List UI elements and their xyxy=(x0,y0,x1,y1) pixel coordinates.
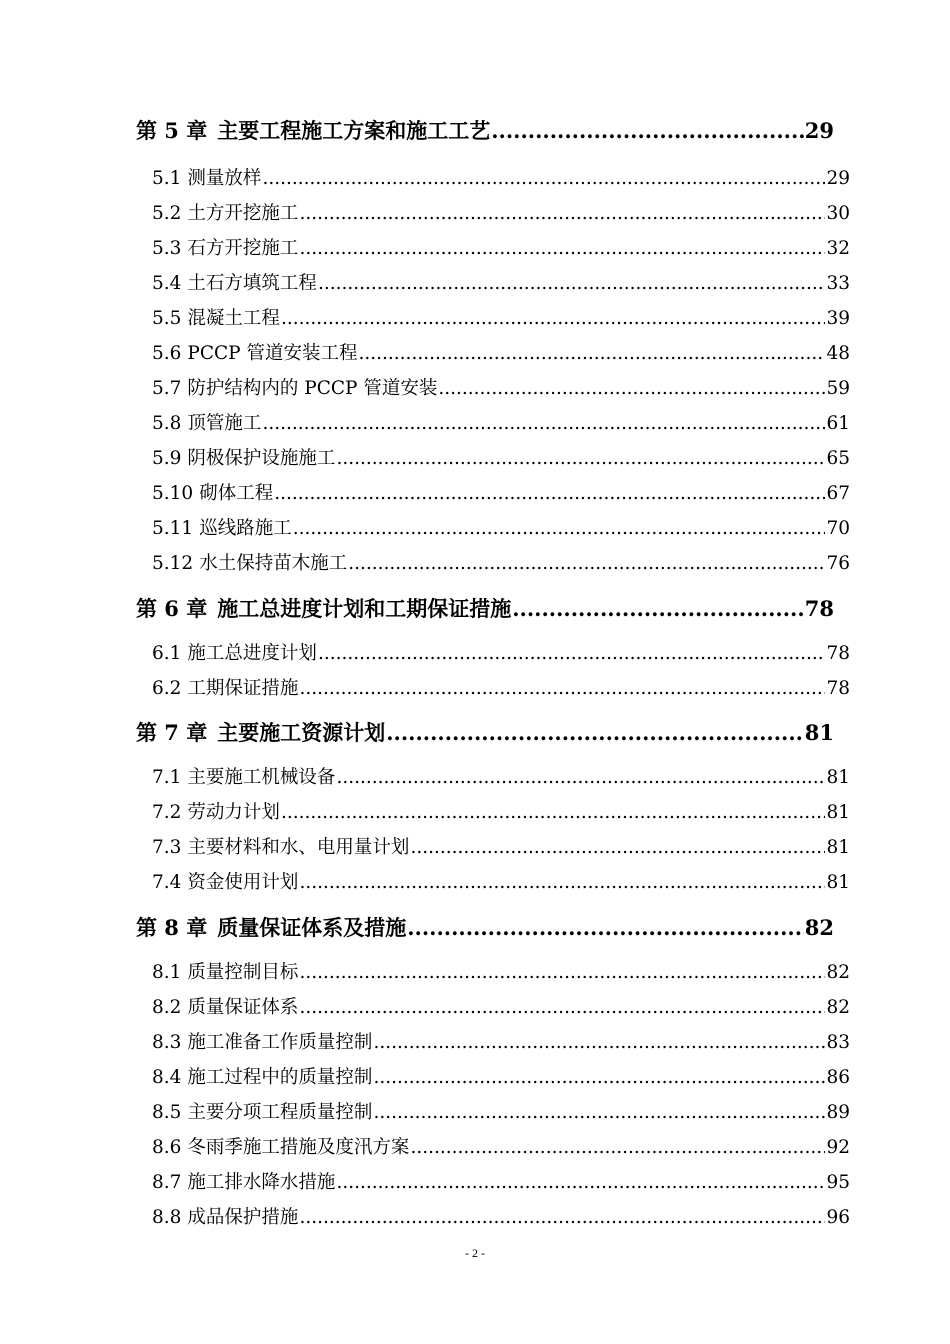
toc-entry-number: 第 6 章 xyxy=(136,596,208,621)
toc-entry-title xyxy=(152,994,298,1022)
toc-section-entry[interactable] xyxy=(152,764,850,792)
toc-entry-label: 质量保证体系 xyxy=(187,997,299,1018)
toc-entry-number: 5.5 xyxy=(152,308,182,329)
toc-section-entry[interactable] xyxy=(152,1029,850,1057)
toc-entry-title xyxy=(152,550,347,578)
dot-leader xyxy=(299,200,825,228)
toc-section-entry[interactable] xyxy=(152,834,850,862)
toc-entry-label: 土方开挖施工 xyxy=(187,203,299,224)
toc-entry-number: 5.8 xyxy=(152,413,182,434)
dot-leader xyxy=(512,594,804,624)
toc-entry-page: 67 xyxy=(826,483,850,504)
toc-entry-title xyxy=(152,799,280,827)
dot-leader xyxy=(281,799,826,827)
toc-entry-number: 5.1 xyxy=(152,168,182,189)
toc-entry-label: 冬雨季施工措施及度汛方案 xyxy=(187,1137,410,1158)
toc-entry-title xyxy=(152,1204,298,1232)
toc-entry-label: 主要工程施工方案和施工工艺 xyxy=(217,118,491,143)
toc-entry-label: 巡线路施工 xyxy=(199,518,292,539)
toc-entry-number: 5.9 xyxy=(152,448,182,469)
dot-leader xyxy=(491,116,804,146)
toc-section-entry[interactable] xyxy=(152,1204,850,1232)
toc-entry-page: 81 xyxy=(826,767,850,788)
toc-entry-title xyxy=(152,340,358,368)
toc-entry-label: 砌体工程 xyxy=(199,483,274,504)
toc-entry-number: 8.1 xyxy=(152,962,182,983)
toc-entry-number: 5.2 xyxy=(152,203,182,224)
toc-entry-number: 5.11 xyxy=(152,518,194,539)
dot-leader xyxy=(281,305,826,333)
toc-entry-label: 施工准备工作质量控制 xyxy=(187,1032,373,1053)
toc-entry-page: 78 xyxy=(804,596,834,621)
toc-entry-page: 81 xyxy=(826,837,850,858)
toc-entry-page: 29 xyxy=(826,168,850,189)
toc-section-entry[interactable] xyxy=(152,799,850,827)
toc-entry-label: 主要分项工程质量控制 xyxy=(187,1102,373,1123)
page-number: - 2 - xyxy=(465,1246,485,1260)
toc-section-entry[interactable] xyxy=(152,375,850,403)
dot-leader xyxy=(299,994,825,1022)
dot-leader xyxy=(336,764,825,792)
toc-entry-label: 测量放样 xyxy=(187,168,262,189)
toc-entry-title xyxy=(152,1064,372,1092)
toc-entry-title xyxy=(152,640,317,668)
toc-entry-number: 5.7 xyxy=(152,378,182,399)
toc-entry-label: 成品保护措施 xyxy=(187,1207,299,1228)
toc-entry-title xyxy=(136,718,385,748)
toc-entry-number: 8.4 xyxy=(152,1067,182,1088)
toc-entry-number: 第 7 章 xyxy=(136,720,208,745)
toc-entry-page: 86 xyxy=(826,1067,850,1088)
toc-entry-number: 7.2 xyxy=(152,802,182,823)
toc-entry-title xyxy=(136,116,490,146)
dot-leader xyxy=(262,410,825,438)
toc-entry-title xyxy=(152,834,409,862)
toc-entry-title xyxy=(152,235,298,263)
toc-chapter-entry[interactable] xyxy=(136,594,834,624)
toc-entry-number: 8.5 xyxy=(152,1102,182,1123)
toc-entry-label: 主要施工机械设备 xyxy=(187,767,336,788)
toc-entry-label: 工期保证措施 xyxy=(187,678,299,699)
toc-chapter-entry[interactable] xyxy=(136,116,834,146)
toc-entry-number: 7.4 xyxy=(152,872,182,893)
toc-entry-number: 5.3 xyxy=(152,238,182,259)
toc-entry-label: 施工排水降水措施 xyxy=(187,1172,336,1193)
toc-entry-title xyxy=(152,515,292,543)
toc-section-entry[interactable] xyxy=(152,200,850,228)
toc-chapter-entry[interactable] xyxy=(136,913,834,943)
toc-entry-label: 施工总进度计划和工期保证措施 xyxy=(217,596,512,621)
dot-leader xyxy=(373,1064,825,1092)
toc-entry-title xyxy=(152,480,273,508)
toc-entry-page: 89 xyxy=(826,1102,850,1123)
dot-leader xyxy=(274,480,825,508)
toc-section-entry[interactable] xyxy=(152,270,850,298)
dot-leader xyxy=(348,550,825,578)
toc-entry-page: 82 xyxy=(826,962,850,983)
toc-entry-title xyxy=(152,1169,335,1197)
toc-entry-page: 70 xyxy=(826,518,850,539)
toc-entry-page: 83 xyxy=(826,1032,850,1053)
toc-entry-number: 第 8 章 xyxy=(136,915,208,940)
toc-section-entry[interactable] xyxy=(152,1134,850,1162)
toc-entry-page: 82 xyxy=(804,915,834,940)
toc-entry-title xyxy=(152,200,298,228)
toc-entry-number: 6.1 xyxy=(152,643,182,664)
toc-entry-page: 82 xyxy=(826,997,850,1018)
toc-entry-number: 5.4 xyxy=(152,273,182,294)
toc-entry-page: 95 xyxy=(826,1172,850,1193)
dot-leader xyxy=(299,959,825,987)
toc-section-entry[interactable] xyxy=(152,165,850,193)
toc-entry-page: 76 xyxy=(826,553,850,574)
toc-entry-page: 39 xyxy=(826,308,850,329)
toc-entry-label: 顶管施工 xyxy=(187,413,262,434)
toc-section-entry[interactable] xyxy=(152,445,850,473)
toc-entry-page: 96 xyxy=(826,1207,850,1228)
toc-entry-number: 8.8 xyxy=(152,1207,182,1228)
toc-entry-label: 资金使用计划 xyxy=(187,872,299,893)
toc-entry-page: 81 xyxy=(826,802,850,823)
dot-leader xyxy=(336,1169,825,1197)
dot-leader xyxy=(373,1099,825,1127)
toc-entry-label: 主要施工资源计划 xyxy=(217,720,386,745)
toc-entry-label: 劳动力计划 xyxy=(187,802,280,823)
toc-entry-number: 8.7 xyxy=(152,1172,182,1193)
toc-entry-page: 32 xyxy=(826,238,850,259)
toc-entry-label: 质量保证体系及措施 xyxy=(217,915,407,940)
toc-entry-title xyxy=(152,869,298,897)
toc-entry-label: 质量控制目标 xyxy=(187,962,299,983)
toc-section-entry[interactable] xyxy=(152,235,850,263)
toc-entry-page: 48 xyxy=(826,343,850,364)
toc-entry-page: 81 xyxy=(804,720,834,745)
dot-leader xyxy=(318,640,826,668)
toc-entry-number: 8.2 xyxy=(152,997,182,1018)
toc-entry-label: 阴极保护设施施工 xyxy=(187,448,336,469)
toc-entry-label: 混凝土工程 xyxy=(187,308,280,329)
toc-entry-page: 78 xyxy=(826,643,850,664)
toc-entry-title xyxy=(152,764,335,792)
toc-entry-number: 第 5 章 xyxy=(136,118,208,143)
dot-leader xyxy=(318,270,826,298)
toc-section-entry[interactable] xyxy=(152,515,850,543)
toc-entry-page: 92 xyxy=(826,1137,850,1158)
dot-leader xyxy=(410,834,825,862)
toc-entry-title xyxy=(136,594,511,624)
toc-entry-title xyxy=(152,1099,372,1127)
dot-leader xyxy=(359,340,826,368)
toc-section-entry[interactable] xyxy=(152,550,850,578)
toc-section-entry[interactable] xyxy=(152,994,850,1022)
dot-leader xyxy=(293,515,826,543)
toc-entry-title xyxy=(152,1134,409,1162)
toc-entry-title xyxy=(136,913,406,943)
dot-leader xyxy=(373,1029,825,1057)
toc-entry-page: 61 xyxy=(826,413,850,434)
toc-section-entry[interactable] xyxy=(152,1169,850,1197)
dot-leader xyxy=(262,165,825,193)
toc-entry-number: 8.6 xyxy=(152,1137,182,1158)
dot-leader xyxy=(299,869,825,897)
dot-leader xyxy=(410,1134,825,1162)
toc-entry-label: 防护结构内的 PCCP 管道安装 xyxy=(187,378,438,399)
toc-entry-title xyxy=(152,375,437,403)
toc-section-entry[interactable] xyxy=(152,340,850,368)
toc-entry-number: 6.2 xyxy=(152,678,182,699)
toc-section-entry[interactable] xyxy=(152,640,850,668)
dot-leader xyxy=(407,913,804,943)
toc-entry-page: 81 xyxy=(826,872,850,893)
toc-entry-number: 5.10 xyxy=(152,483,194,504)
toc-entry-title xyxy=(152,445,335,473)
toc-entry-number: 5.6 xyxy=(152,343,182,364)
toc-section-entry[interactable] xyxy=(152,869,850,897)
toc-entry-title xyxy=(152,675,298,703)
toc-entry-page: 59 xyxy=(826,378,850,399)
dot-leader xyxy=(299,1204,825,1232)
toc-entry-label: 土石方填筑工程 xyxy=(187,273,317,294)
toc-entry-label: 水土保持苗木施工 xyxy=(199,553,348,574)
toc-entry-number: 5.12 xyxy=(152,553,194,574)
toc-section-entry[interactable] xyxy=(152,1064,850,1092)
toc-entry-page: 65 xyxy=(826,448,850,469)
dot-leader xyxy=(299,235,825,263)
toc-entry-label: 施工过程中的质量控制 xyxy=(187,1067,373,1088)
toc-entry-title xyxy=(152,305,280,333)
dot-leader xyxy=(299,675,825,703)
toc-section-entry[interactable] xyxy=(152,480,850,508)
toc-entry-number: 7.3 xyxy=(152,837,182,858)
toc-entry-label: PCCP 管道安装工程 xyxy=(187,343,358,364)
toc-entry-page: 30 xyxy=(826,203,850,224)
toc-entry-title xyxy=(152,165,261,193)
toc-entry-title xyxy=(152,270,317,298)
toc-entry-number: 8.3 xyxy=(152,1032,182,1053)
dot-leader xyxy=(336,445,825,473)
toc-entry-title xyxy=(152,410,261,438)
toc-chapter-entry[interactable] xyxy=(136,718,834,748)
toc-entry-label: 石方开挖施工 xyxy=(187,238,299,259)
toc-section-entry[interactable] xyxy=(152,410,850,438)
toc-entry-label: 主要材料和水、电用量计划 xyxy=(187,837,410,858)
toc-section-entry[interactable] xyxy=(152,305,850,333)
toc-entry-label: 施工总进度计划 xyxy=(187,643,317,664)
toc-entry-title xyxy=(152,1029,372,1057)
toc-section-entry[interactable] xyxy=(152,959,850,987)
toc-entry-title xyxy=(152,959,298,987)
toc-entry-page: 33 xyxy=(826,273,850,294)
toc-entry-number: 7.1 xyxy=(152,767,182,788)
toc-entry-page: 78 xyxy=(826,678,850,699)
toc-section-entry[interactable] xyxy=(152,1099,850,1127)
toc-section-entry[interactable] xyxy=(152,675,850,703)
dot-leader xyxy=(386,718,804,748)
dot-leader xyxy=(438,375,825,403)
toc-entry-page: 29 xyxy=(804,118,834,143)
